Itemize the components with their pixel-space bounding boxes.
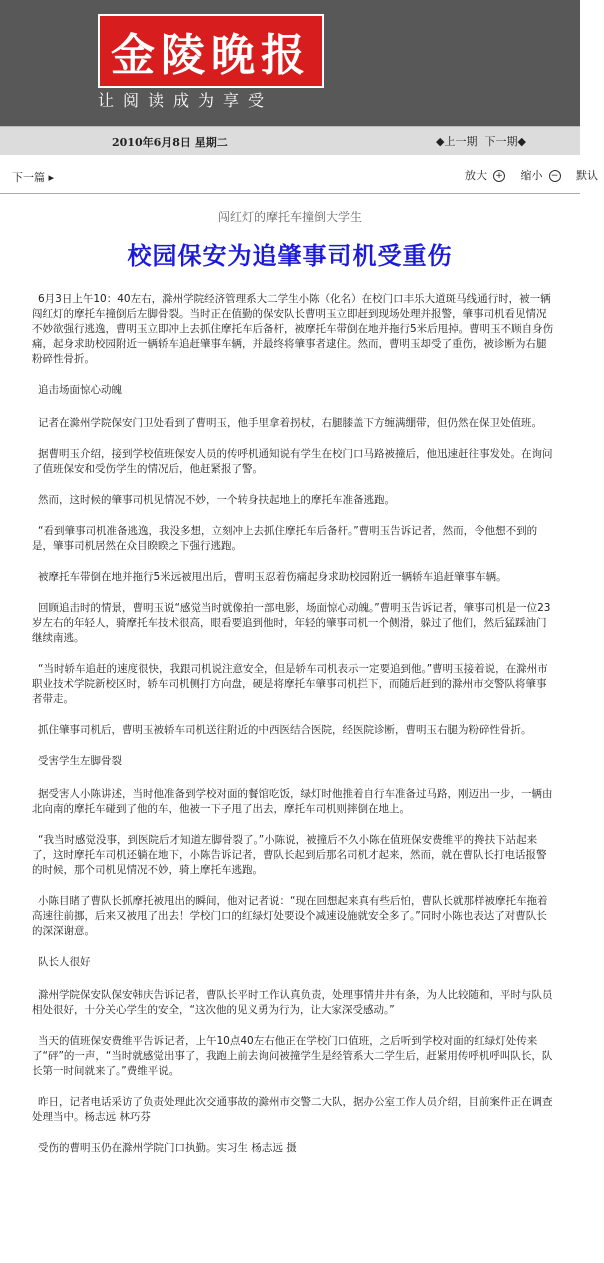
paragraph: 据曹明玉介绍，接到学校值班保安人员的传呼机通知说有学生在校门口马路被撞后，他迅速赶往事发处。在询问了值班保安和受伤学生的情况后，他赶紧报了警。 bbox=[32, 448, 553, 475]
font-size-tools bbox=[465, 167, 604, 183]
date-bar bbox=[0, 126, 580, 156]
zoom-in-button[interactable] bbox=[465, 169, 511, 182]
minus-circle-icon: − bbox=[549, 170, 561, 182]
article-toolbar bbox=[0, 155, 598, 194]
article-body bbox=[32, 292, 556, 1172]
paragraph: 然而，这时候的肇事司机见情况不妙，一个转身扶起地上的摩托车准备逃跑。 bbox=[38, 494, 395, 506]
next-article-link[interactable] bbox=[12, 169, 54, 185]
paragraph: 滁州学院保安队保安韩庆告诉记者，曹队长平时工作认真负责，处理事情井井有条，为人比较随和，平时与队员相处很好，十分关心学生的安全，“这次他的见义勇为行为，让大家深受感动。” bbox=[32, 989, 553, 1016]
paragraph: 据受害人小陈讲述，当时他准备到学校对面的餐馆吃饭，绿灯时他推着自行车准备过马路，刚迈出一步，一辆由北向南的摩托车碰到了他的车，他被一下子甩了出去，摩托车司机则摔倒在地上。 bbox=[32, 788, 553, 815]
paragraph: “看到肇事司机准备逃逸，我没多想，立刻冲上去抓住摩托车后备杆。”曹明玉告诉记者，然而，令他想不到的是，肇事司机居然在众目睽睽之下强行逃跑。 bbox=[32, 525, 538, 552]
next-article-label: 下一篇 bbox=[12, 171, 45, 184]
paragraph: 回顾追击时的情景，曹明玉说“感觉当时就像拍一部电影，场面惊心动魄。”曹明玉告诉记者，肇事司机是一位23岁左右的年轻人，骑摩托车技术很高，眼看要追到他时，年轻的肇事司机一个侧滑，躲过了他们，然后猛踩油门继续南逃。 bbox=[32, 602, 551, 644]
article-subhead: 闯红灯的摩托车撞倒大学生 bbox=[217, 210, 362, 224]
section-heading: 队长人很好 bbox=[38, 956, 91, 968]
zoom-out-button[interactable] bbox=[521, 169, 567, 182]
photo-caption: 受伤的曹明玉仍在滁州学院门口执勤。实习生 杨志远 摄 bbox=[38, 1142, 297, 1154]
paragraph: 当天的值班保安费维平告诉记者，上午10点40左右他正在学校门口值班，之后听到学校对面的红绿灯处传来了“砰”的一声，“当时就感觉出事了，我跑上前去询问被撞学生是经管系大二学生后，赶紧用传呼机呼叫队长，队长第一时间就来了。”费维平说。 bbox=[32, 1035, 553, 1077]
zoom-out-label: 缩小 bbox=[520, 169, 543, 182]
paragraph: 6月3日上午10：40左右，滁州学院经济管理系大二学生小陈（化名）在校门口丰乐大道斑马线通行时，被一辆闯红灯的摩托车撞倒后左脚骨裂。当时正在值勤的保安队长曹明玉立即赶到现场处理并报警，肇事司机看见情况不妙欲强行逃逸，曹明玉立即冲上去抓住摩托车后备杆，被摩托车带倒在地并拖行5米后甩掉。曹明玉不顾自身伤痛，起身求助校园附近一辆轿车追赶肇事车辆，并最终将肇事者逮住。然而，曹明玉却受了重伤，被诊断为右腿粉碎性骨折。 bbox=[32, 293, 554, 365]
section-heading: 受害学生左脚骨裂 bbox=[38, 755, 122, 767]
plus-circle-icon: + bbox=[493, 170, 505, 182]
article-title: 校园保安为追肇事司机受重伤 bbox=[127, 241, 453, 270]
section-heading: 追击场面惊心动魄 bbox=[38, 384, 122, 396]
paragraph: 被摩托车带倒在地并拖行5米远被甩出后，曹明玉忍着伤痛起身求助校园附近一辆轿车追赶肇事车辆。 bbox=[38, 571, 507, 583]
paragraph: 记者在滁州学院保安门卫处看到了曹明玉，他手里拿着拐杖，右腿膝盖下方缠满绷带，但仍然在保卫处值班。 bbox=[38, 417, 542, 429]
slogan: 让阅读成为享受 bbox=[98, 91, 274, 110]
paragraph: 昨日，记者电话采访了负责处理此次交通事故的滁州市交警二大队，据办公室工作人员介绍，目前案件正在调查处理当中。杨志远 林巧芬 bbox=[32, 1096, 553, 1123]
newspaper-logo[interactable] bbox=[98, 14, 324, 88]
next-issue-link[interactable]: 下一期 bbox=[484, 135, 518, 148]
paragraph: “我当时感觉没事，到医院后才知道左脚骨裂了。”小陈说，被撞后不久小陈在值班保安费维平的搀扶下站起来了，这时摩托车司机还躺在地下，小陈告诉记者，曹队长起到后那名司机才起来，然而，就在曹队长打电话报警的时候，那个司机见情况不妙，骑上摩托车逃跑。 bbox=[32, 834, 547, 876]
paragraph: 小陈目睹了曹队长抓摩托被甩出的瞬间，他对记者说：“现在回想起来真有些后怕，曹队长就那样被摩托车拖着高速往前挪，后来又被甩了出去！学校门口的红绿灯处要设个减速设施就安全多了。”同时小陈也表达了对曹队长的深深谢意。 bbox=[32, 895, 548, 937]
arrow-left-icon: ◆ bbox=[436, 135, 445, 148]
zoom-in-label: 放大 bbox=[465, 169, 487, 182]
issue-navigation bbox=[436, 133, 526, 149]
paragraph: “当时轿车追赶的速度很快，我跟司机说注意安全，但是轿车司机表示一定要追到他。”曹明玉接着说，在滁州市职业技术学院新校区时，轿车司机侧打方向盘，硬是将摩托车肇事司机拦下，而随后赶到的滁州市交警队将肇事者带走。 bbox=[32, 663, 548, 705]
arrow-right-icon: ◆ bbox=[517, 135, 526, 148]
default-size-button[interactable]: 默认 bbox=[576, 169, 598, 182]
caret-right-icon: ▸ bbox=[48, 171, 55, 184]
logo-text: 金陵晚报 bbox=[111, 30, 311, 81]
prev-issue-link[interactable]: 上一期 bbox=[444, 135, 478, 148]
paragraph: 抓住肇事司机后，曹明玉被轿车司机送往附近的中西医结合医院，经医院诊断，曹明玉右腿为粉碎性骨折。 bbox=[38, 724, 532, 736]
issue-date: 2010年6月8日 星期二 bbox=[112, 136, 228, 149]
site-header bbox=[0, 0, 580, 126]
